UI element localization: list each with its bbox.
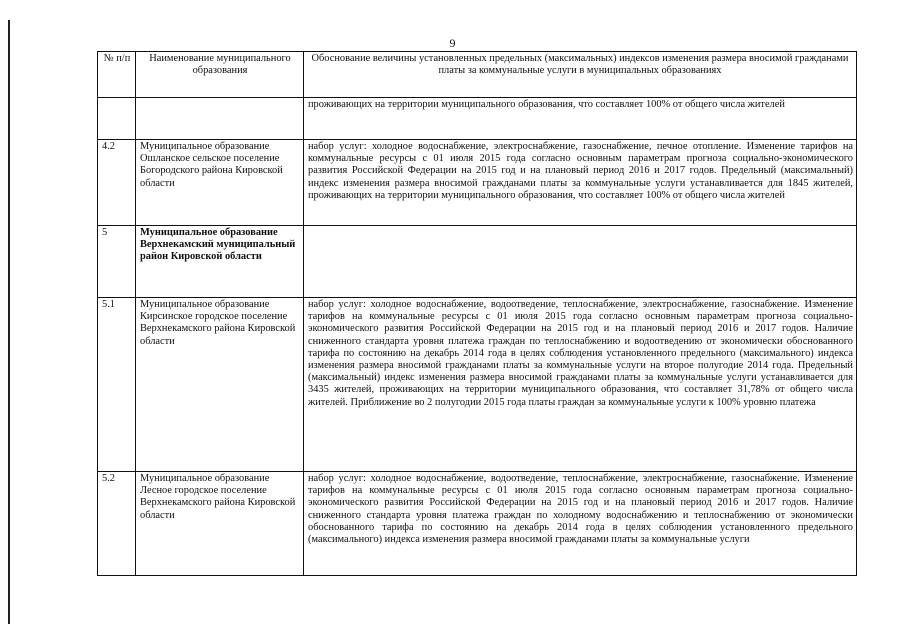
tariff-index-table	[97, 51, 857, 576]
row-num: 5	[98, 226, 136, 298]
left-margin-rule	[8, 20, 10, 624]
table-row	[98, 298, 857, 472]
row-name: Муниципальное образование Кирсинское городское поселение Верхнекамского района Кировской области	[136, 298, 304, 472]
header-name: Наименование муниципального образования	[136, 52, 304, 98]
row-num: 5.1	[98, 298, 136, 472]
row-name	[136, 98, 304, 140]
table-header-row	[98, 52, 857, 98]
row-text: набор услуг: холодное водоснабжение, электроснабжение, газоснабжение, печное отопление. Изменение тарифов на коммунальные ресурсы с 01 июля 2015 года согласно основным параметрам прогноза социально-экономического развития Российской Федерации на 2015 год и на плановый период 2016 и 2017 годов. Предельный (максимальный) индекс изменения размера вносимой гражданами платы за коммунальные услуги устанавливается для 1845 жителей, проживающих на территории муниципального образования, что составляет 100% от общего числа жителей	[304, 140, 857, 226]
row-text	[304, 226, 857, 298]
row-text: проживающих на территории муниципального образования, что составляет 100% от общего числа жителей	[304, 98, 857, 140]
header-num: № п/п	[98, 52, 136, 98]
row-name: Муниципальное образование Ошланское сельское поселение Богородского района Кировской области	[136, 140, 304, 226]
row-name: Муниципальное образование Верхнекамский муниципальный район Кировской области	[136, 226, 304, 298]
row-num: 4.2	[98, 140, 136, 226]
page-number: 9	[449, 36, 456, 50]
header-justification: Обоснование величины установленных предельных (максимальных) индексов изменения размера вносимой гражданами платы за коммунальные услуги в муниципальных образованиях	[304, 52, 857, 98]
row-name: Муниципальное образование Лесное городское поселение Верхнекамского района Кировской области	[136, 472, 304, 576]
row-num	[98, 98, 136, 140]
table-row	[98, 226, 857, 298]
row-num: 5.2	[98, 472, 136, 576]
row-text: набор услуг: холодное водоснабжение, водоотведение, теплоснабжение, электроснабжение, газоснабжение. Изменение тарифов на коммунальные ресурсы с 01 июля 2015 года согласно основным параметрам прогноза социально-экономического развития Российской Федерации на 2015 год и на плановый период 2016 и 2017 годов. Наличие сниженного стандарта уровня платежа граждан по холодному водоснабжению и теплоснабжению от экономически обоснованного тарифа по состоянию на декабрь 2014 года в целях соблюдения установленного предельного (максимального) индекса изменения размера вносимой гражданами платы за коммунальные услуги	[304, 472, 857, 576]
table-row	[98, 472, 857, 576]
table-row	[98, 140, 857, 226]
table-row	[98, 98, 857, 140]
row-text: набор услуг: холодное водоснабжение, водоотведение, теплоснабжение, электроснабжение, газоснабжение. Изменение тарифов на коммунальные ресурсы с 01 июля 2015 года согласно основным параметрам прогноза социально-экономического развития Российской Федерации на 2015 год и на плановый период 2016 и 2017 годов. Наличие сниженного стандарта уровня платежа граждан по теплоснабжению и водоотведению от экономически обоснованного тарифа по состоянию на декабрь 2014 года в целях соблюдения установленного предельного (максимального) индекса изменения размера вносимой гражданами платы за коммунальные услуги на второе полугодие 2014 года. Предельный (максимальный) индекс изменения размера вносимой гражданами платы за коммунальные услуги устанавливается для 3435 жителей, проживающих на территории муниципального образования, что составляет 31,78% от общего числа жителей. Приближение во 2 полугодии 2015 года платы граждан за коммунальные услуги к 100% уровню платежа	[304, 298, 857, 472]
